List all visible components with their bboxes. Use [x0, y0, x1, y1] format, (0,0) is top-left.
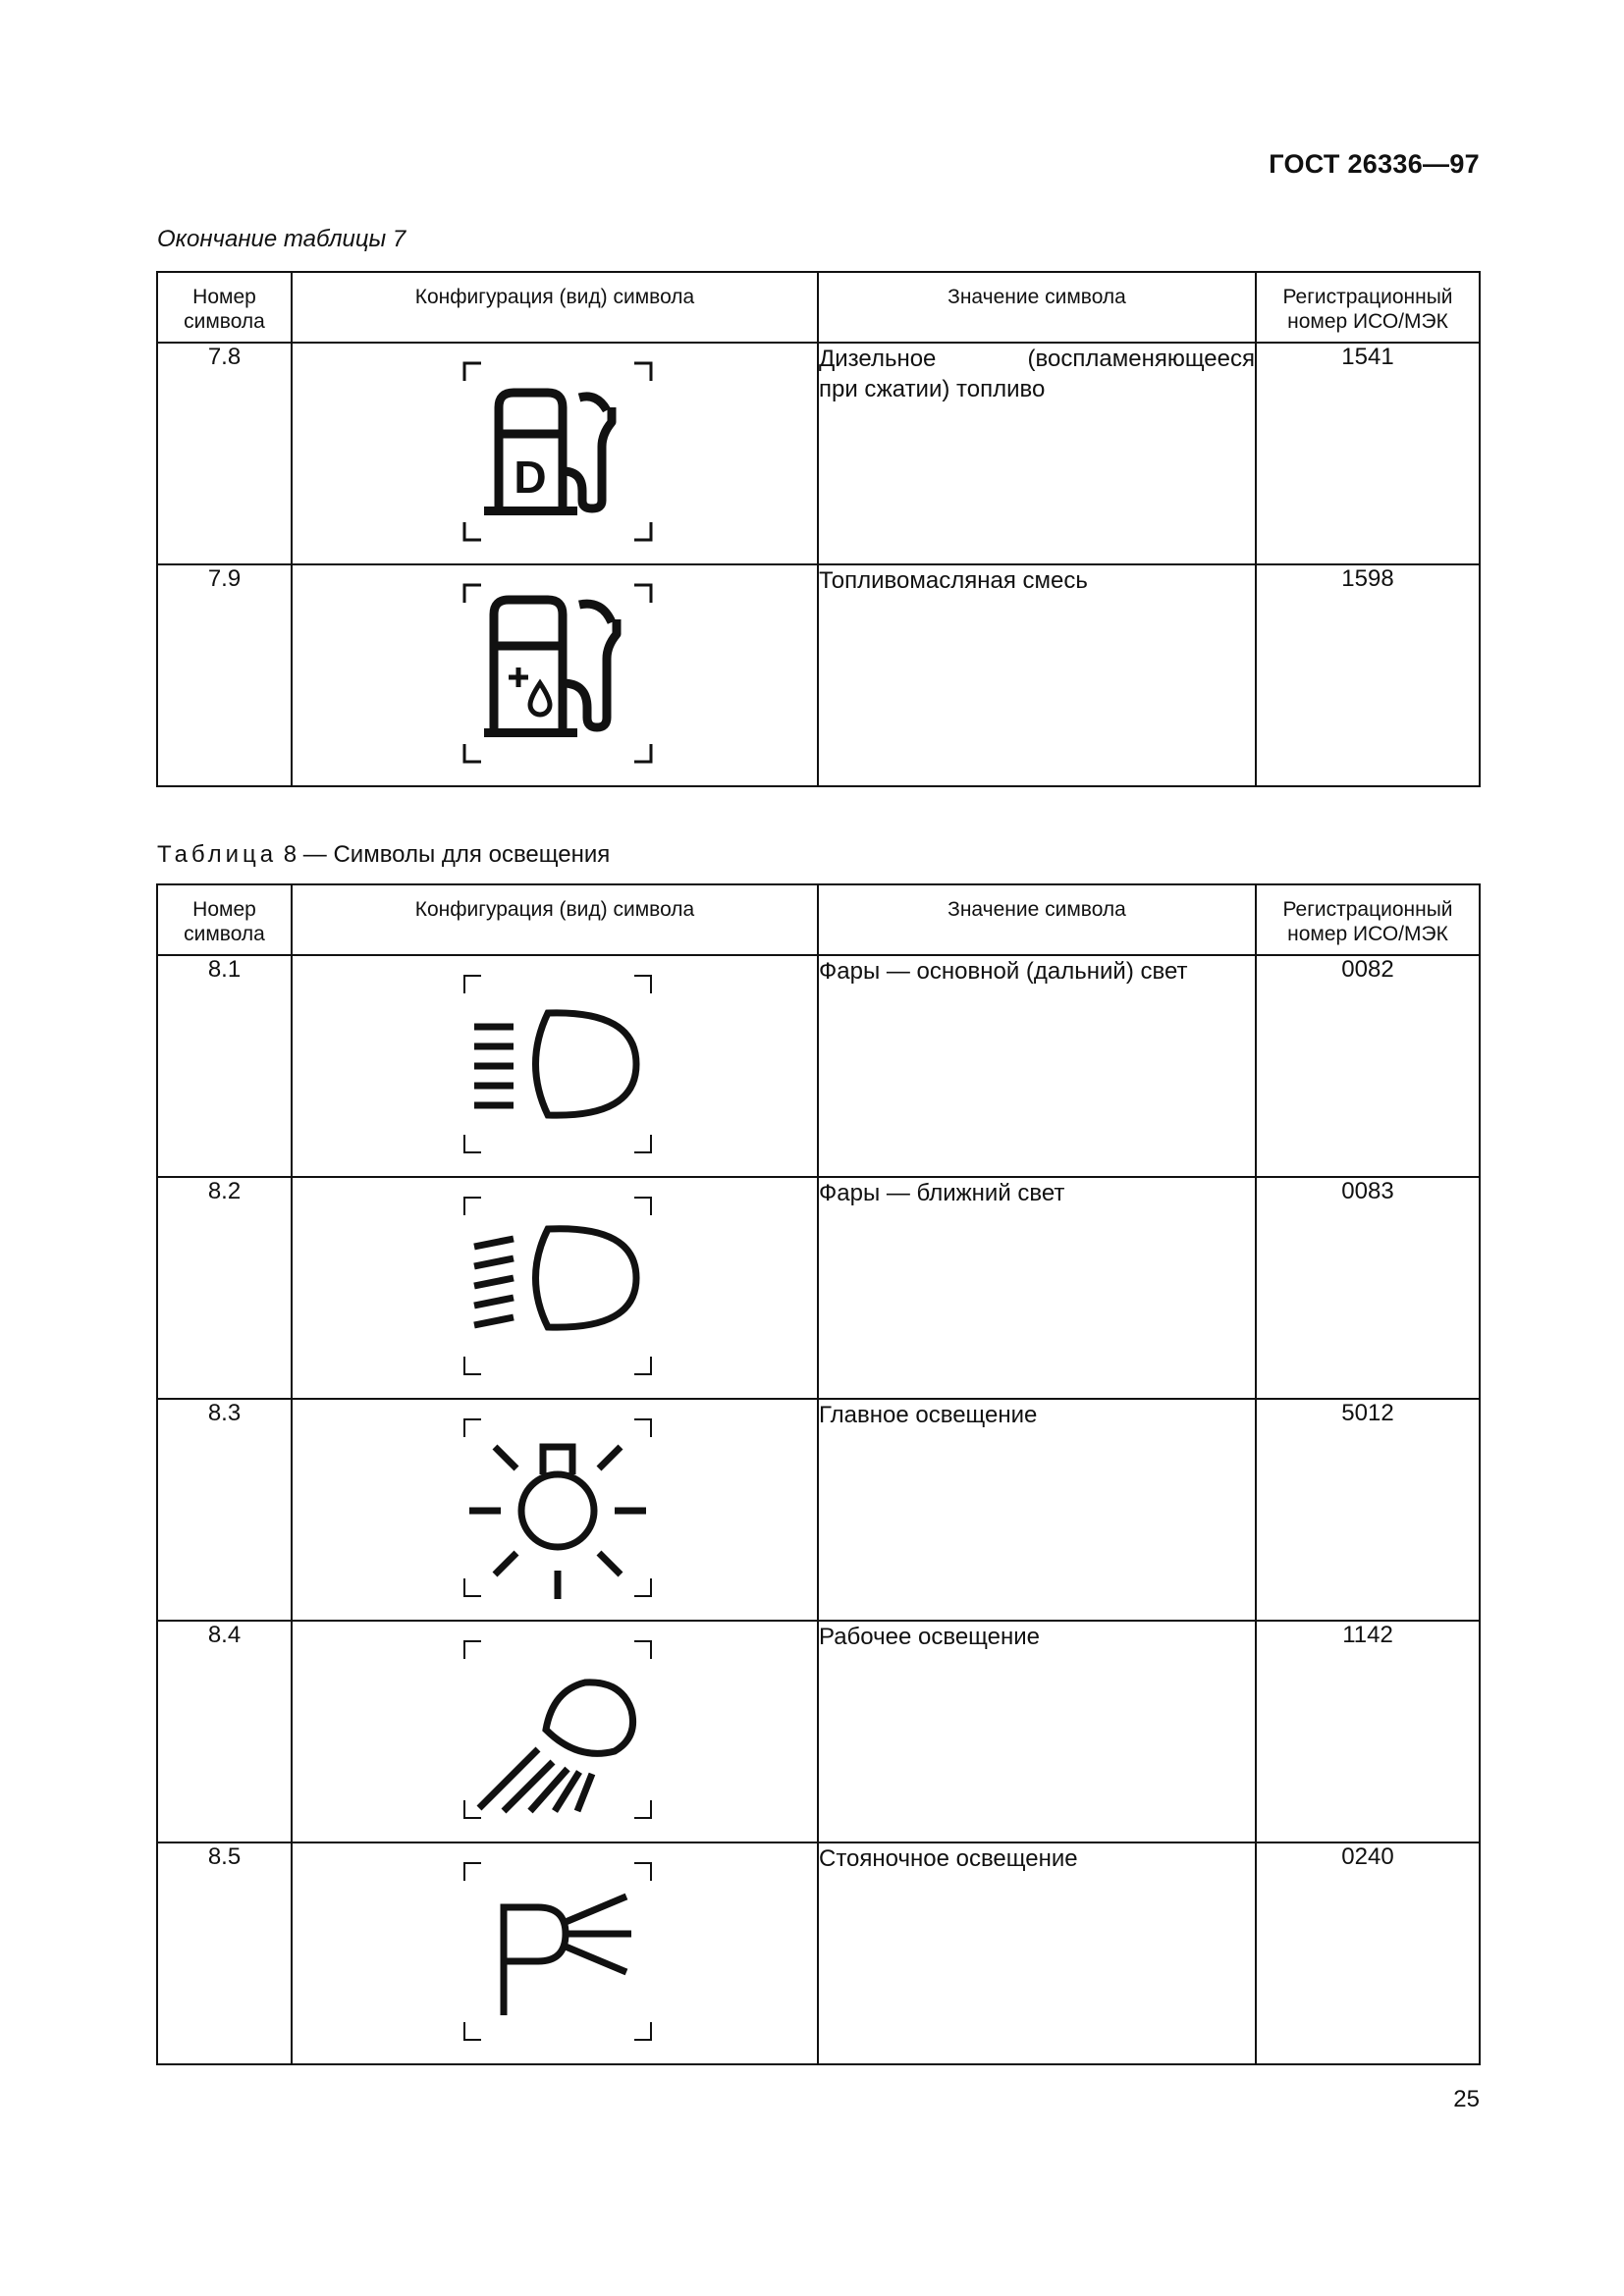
- registration-number: 0083: [1256, 1177, 1480, 1399]
- table-row: [157, 1621, 1480, 1842]
- symbol-cell: [292, 564, 818, 786]
- symbol-meaning: Главное освещение: [818, 1399, 1256, 1621]
- master-lighting-icon: [460, 1410, 656, 1606]
- symbol-meaning: Топливомасляная смесь: [818, 564, 1256, 786]
- parking-light-icon: [460, 1853, 656, 2050]
- table8-caption-title: 8 — Символы для освещения: [277, 841, 611, 868]
- symbol-meaning: Рабочее освещение: [818, 1621, 1256, 1842]
- page-number: 25: [1453, 2086, 1480, 2112]
- symbol-number: 8.1: [157, 955, 292, 1177]
- column-header-number: Номер символа: [157, 272, 292, 343]
- fuel-oil-mixture-pump-icon: [460, 575, 656, 772]
- column-header-registration: Регистрационный номер ИСО/МЭК: [1256, 884, 1480, 955]
- table-row: [157, 1177, 1480, 1399]
- symbol-number: 7.8: [157, 343, 292, 564]
- symbol-cell: [292, 343, 818, 564]
- table-row: [157, 564, 1480, 786]
- symbol-number: 8.5: [157, 1842, 292, 2064]
- table8-caption: [157, 841, 610, 869]
- table-row: [157, 1842, 1480, 2064]
- low-beam-headlamp-icon: [460, 1188, 656, 1384]
- column-header-registration: Регистрационный номер ИСО/МЭК: [1256, 272, 1480, 343]
- registration-number: 1541: [1256, 343, 1480, 564]
- table-row: [157, 343, 1480, 564]
- registration-number: 1598: [1256, 564, 1480, 786]
- symbol-cell: [292, 1842, 818, 2064]
- symbol-meaning: Фары — основной (дальний) свет: [818, 955, 1256, 1177]
- document-code: ГОСТ 26336—97: [1269, 149, 1480, 179]
- table8-caption-prefix: Таблица: [157, 841, 278, 868]
- table-row: [157, 955, 1480, 1177]
- symbol-meaning: Фары — ближний свет: [818, 1177, 1256, 1399]
- symbol-meaning-line2: при сжатии) топливо: [819, 376, 1046, 402]
- registration-number: 0082: [1256, 955, 1480, 1177]
- work-light-icon: [460, 1631, 656, 1828]
- registration-number: 0240: [1256, 1842, 1480, 2064]
- registration-number: 5012: [1256, 1399, 1480, 1621]
- symbol-number: 8.2: [157, 1177, 292, 1399]
- symbol-number: 8.3: [157, 1399, 292, 1621]
- symbol-number: 8.4: [157, 1621, 292, 1842]
- table7-caption: Окончание таблицы 7: [157, 226, 406, 252]
- symbol-meaning: Стояночное освещение: [818, 1842, 1256, 2064]
- registration-number: 1142: [1256, 1621, 1480, 1842]
- symbol-table-7: [156, 271, 1481, 787]
- high-beam-headlamp-icon: [460, 966, 656, 1162]
- column-header-configuration: Конфигурация (вид) символа: [292, 884, 818, 955]
- symbol-table-8: [156, 883, 1481, 2065]
- column-header-meaning: Значение символа: [818, 884, 1256, 955]
- symbol-cell: [292, 1399, 818, 1621]
- symbol-number: 7.9: [157, 564, 292, 786]
- symbol-meaning-line1: Дизельное (воспламеняющееся: [819, 346, 1255, 372]
- table-header-row: [157, 272, 1480, 343]
- fuel-type-letter: D: [514, 452, 547, 503]
- column-header-number: Номер символа: [157, 884, 292, 955]
- table-row: [157, 1399, 1480, 1621]
- column-header-configuration: Конфигурация (вид) символа: [292, 272, 818, 343]
- symbol-cell: [292, 1621, 818, 1842]
- symbol-cell: [292, 1177, 818, 1399]
- column-header-meaning: Значение символа: [818, 272, 1256, 343]
- symbol-meaning: [818, 343, 1256, 564]
- diesel-fuel-pump-icon: [460, 353, 656, 550]
- table-header-row: [157, 884, 1480, 955]
- symbol-cell: [292, 955, 818, 1177]
